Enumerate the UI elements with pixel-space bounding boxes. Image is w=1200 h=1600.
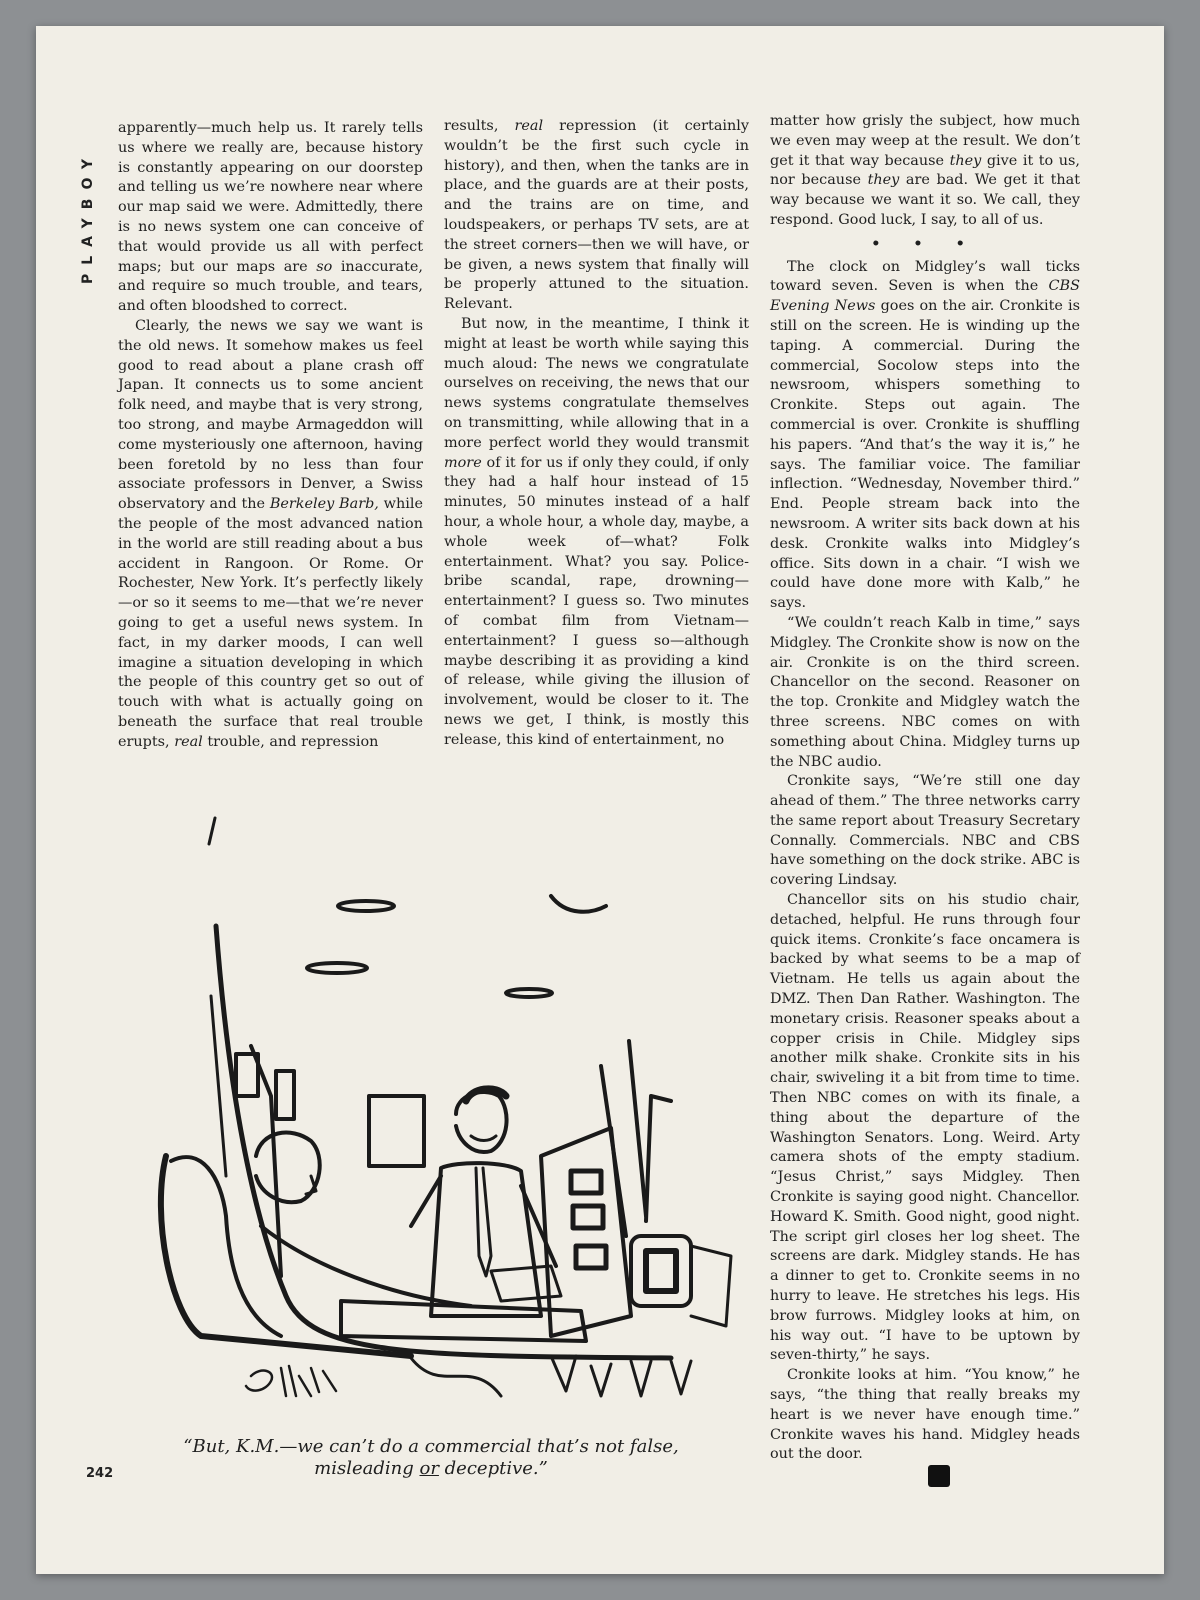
cartoon-caption bbox=[146, 1436, 716, 1480]
page-number: 242 bbox=[86, 1466, 114, 1481]
paragraph: apparently—much help us. It rarely tells us where we really are, because history is constantly appearing on our doorstep and telling us we’re nowhere near where our map said we were. Admittedly, there is no news system one can conceive of that would provide us all with perfect maps; but our maps are so inaccurate, and require so much trouble, and tears, and often bloodshed to correct. bbox=[118, 120, 424, 315]
paragraph: Cronkite looks at him. “You know,” he says, “the thing that really breaks my heart is we never have enough time.” Cronkite waves his hand. Midgley heads out the door. bbox=[770, 1367, 1080, 1463]
text-column-3 bbox=[770, 112, 1080, 1465]
paragraph: matter how grisly the subject, how much we even may weep at the result. We don’t get it that way because they give it to us, nor because they are bad. We get it that way because we want it so. We call, they respond. Good luck, I say, to all of us. bbox=[770, 113, 1080, 228]
cartoon-illustration bbox=[111, 796, 761, 1436]
paragraph: “We couldn’t reach Kalb in time,” says Midgley. The Cronkite show is now on the air. Cronkite is on the third screen. Chancellor on the second. Reasoner on the top. Cronkite and Midgley watch the three screens. NBC comes on with something about China. Midgley turns up the NBC audio. bbox=[770, 614, 1080, 770]
paragraph: But now, in the meantime, I think it might at least be worth while saying this much aloud: The news we congratulate ourselves on receiving, the news that our news systems congratulate themselves on transmitting, while allowing that in a more perfect world they would transmit more of it for us if only they could, if only they had a half hour instead of 15 minutes, 50 minutes instead of a half hour, a whole hour, a whole day, maybe, a whole week of—what? Folk entertainment. What? you say. Police-bribe scandal, rape, drowning—entertainment? I guess so. Two minutes of combat film from Vietnam—entertainment? I guess so—although maybe describing it as providing a kind of release, while giving the illusion of involvement, would be closer to it. The news we get, I think, is mostly this release, this kind of entertainment, no bbox=[444, 315, 749, 748]
text-column-2 bbox=[444, 117, 749, 751]
paragraph: Clearly, the news we say we want is the old news. It somehow makes us feel good to read about a plane crash off Japan. It connects us to some ancient folk need, and maybe that is very strong, too strong, and maybe Armageddon will come mysteriously one afternoon, having been foretold by no less than four associate professors in Denver, a Swiss observatory and the Berkeley Barb, while the people of the most advanced nation in the world are still reading about a bus accident in Rangoon. Or Rome. Or Rochester, New York. It’s perfectly likely—or so it seems to me—that we’re never going to get a useful news system. In fact, in my darker moods, I can well imagine a situation developing in which the people of this country get so out of touch with what is actually going on beneath the surface that real trouble erupts, real trouble, and repression bbox=[118, 317, 423, 750]
paragraph: Cronkite says, “We’re still one day ahead of them.” The three networks carry the same report about Treasury Secretary Connally. Commercials. NBC and CBS have something on the dock strike. ABC is covering Lindsay. bbox=[770, 773, 1080, 889]
paragraph: Chancellor sits on his studio chair, detached, helpful. He runs through four quick items. Cronkite’s face oncamera is backed by what seems to be a map of Vietnam. He tells us again about the DMZ. Then Dan Rather. Washington. The monetary crisis. Reasoner speaks about a copper crisis in Chile. Midgley sips another milk shake. Cronkite sits in his chair, swiveling it a bit from time to time. Then NBC comes on with its finale, a thing about the departure of the Washington Senators. Long. Weird. Arty camera shots of the empty stadium. “Jesus Christ,” says Midgley. Then Cronkite is saying good night. Chancellor. Howard K. Smith. Good night, good night. The script girl closes her log sheet. The screens are dark. Midgley stands. He has a dinner to get to. Cronkite seems in no hurry to leave. He stretches his legs. His brow furrows. Midgley looks at him, on his way out. “I have to be uptown by seven-thirty,” he says. bbox=[770, 892, 1080, 1364]
side-masthead bbox=[76, 122, 100, 312]
paragraph: results, real repression (it certainly wouldn’t be the first such cycle in history), and then, when the tanks are in place, and the guards are at their posts, and the trains are on time, and loudspeakers, or perhaps TV sets, are at the street corners—then we will have, or be given, a news system that finally will be properly attuned to the situation. Relevant. bbox=[444, 118, 749, 313]
section-break: • • • bbox=[871, 234, 979, 252]
magazine-page bbox=[36, 26, 1164, 1574]
text-column-1 bbox=[118, 119, 423, 753]
rabbit-end-mark-icon bbox=[928, 1465, 950, 1487]
caption-line-1: “But, K.M.—we can’t do a commercial that’s not false, bbox=[183, 1436, 679, 1457]
caption-line-2: misleading or deceptive.” bbox=[314, 1458, 548, 1479]
paragraph: The clock on Midgley’s wall ticks toward seven. Seven is when the CBS Evening News goes on the air. Cronkite is still on the screen. He is winding up the taping. A commercial. During the commercial, Socolow steps into the newsroom, whispers something to Cronkite. Steps out again. The commercial is over. Cronkite is shuffling his papers. “And that’s the way it is,” he says. The familiar voice. The familiar inflection. “Wednesday, November third.” End. People stream back into the newsroom. A writer sits back down at his desk. Cronkite walks into Midgley’s office. Sits down in a chair. “I wish we could have done more with Kalb,” he says. bbox=[770, 258, 1080, 612]
masthead-text: PLAYBOY bbox=[80, 149, 96, 285]
